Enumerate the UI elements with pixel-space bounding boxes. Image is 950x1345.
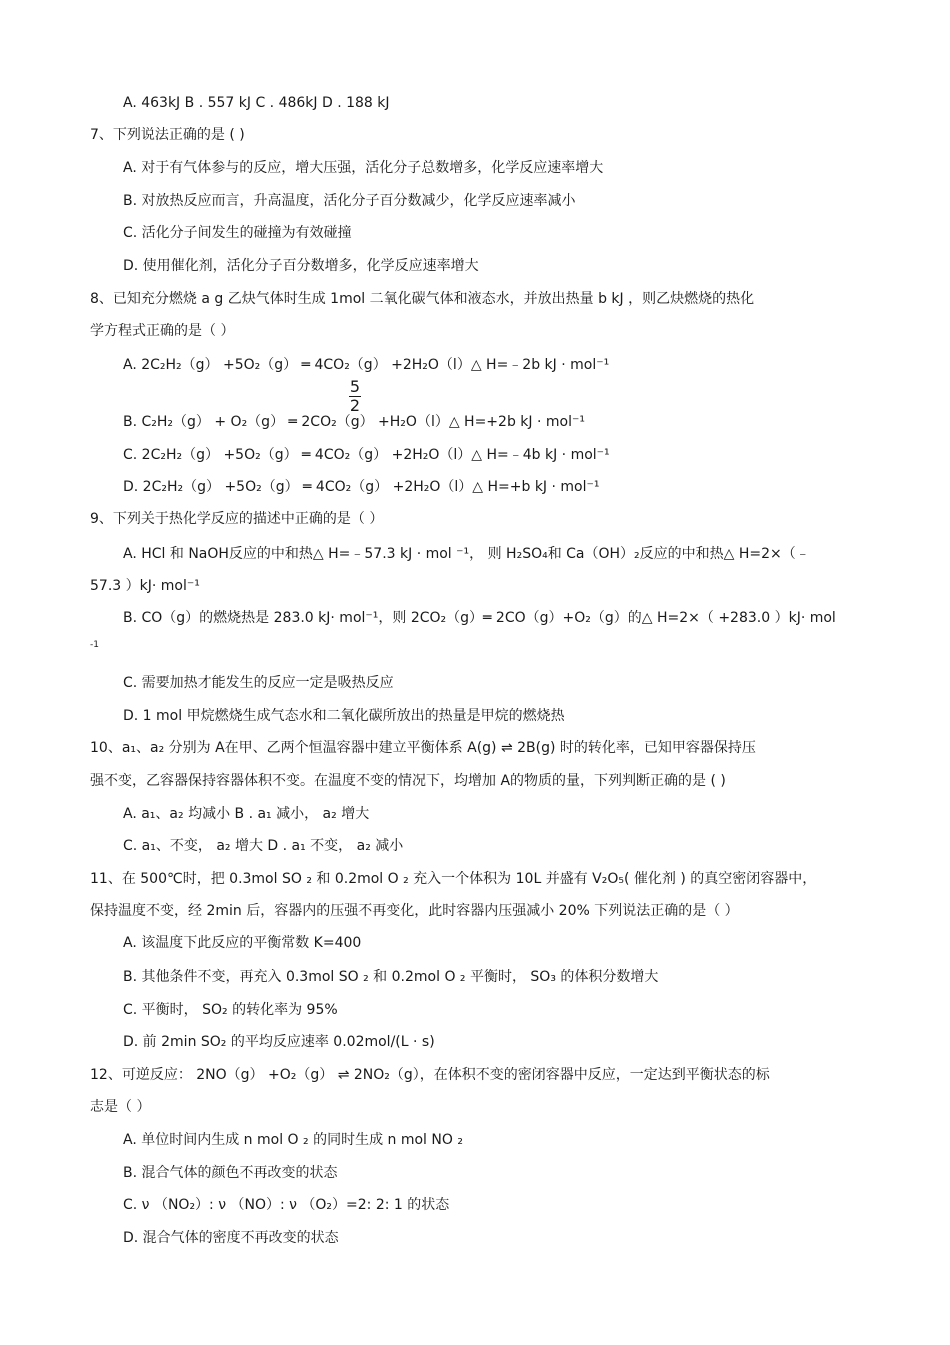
q10-options-cd: C. a₁、不变， a₂ 增大 D . a₁ 不变， a₂ 减小 [123,838,404,854]
q11-stem: 11、在 500℃时，把 0.3mol SO ₂ 和 0.2mol O ₂ 充入一个体积为 10L 并盛有 V₂O₅( 催化剂 ) 的真空密闭容器中， [90,871,817,887]
q11-option-d: D. 前 2min SO₂ 的平均反应速率 0.02mol/(L · s) [123,1034,435,1050]
q9-option-a: A. HCl 和 NaOH反应的中和热△ H=﹣57.3 kJ · mol ⁻¹， 则 H₂SO₄和 Ca（OH）₂反应的中和热△ H=2×（﹣ [123,546,810,562]
q12-option-c: C. ν （NO₂）: ν （NO）: ν （O₂）=2: 2: 1 的状态 [123,1197,450,1213]
q12-option-a: A. 单位时间内生成 n mol O ₂ 的同时生成 n mol NO ₂ [123,1132,463,1148]
fraction-numerator: 5 [349,377,361,396]
q12-stem: 12、可逆反应： 2NO（g） +O₂（g） ⇌ 2NO₂（g），在体积不变的密闭容器中反应，一定达到平衡状态的标 [90,1067,770,1083]
q10-stem-cont: 强不变，乙容器保持容器体积不变。在温度不变的情况下，均增加 A的物质的量，下列判断正确的是 ( ) [90,773,726,789]
q7-stem: 7、下列说法正确的是 ( ) [90,127,245,143]
q8-stem-cont: 学方程式正确的是（ ） [90,323,235,339]
q7-option-c: C. 活化分子间发生的碰撞为有效碰撞 [123,225,352,241]
q9-option-a-cont: 57.3 ）kJ· mol⁻¹ [90,578,200,594]
q8-option-b-text: B. C₂H₂（g） + O₂（g） ═ 2CO₂（g） +H₂O（l）△ H=+2b kJ · mol⁻¹ [123,414,585,430]
q10-stem: 10、a₁、a₂ 分别为 A在甲、乙两个恒温容器中建立平衡体系 A(g) ⇌ 2B(g) 时的转化率，已知甲容器保持压 [90,740,756,756]
q10-options-ab: A. a₁、a₂ 均减小 B . a₁ 减小， a₂ 增大 [123,806,370,822]
fraction-5-2 [349,379,361,414]
q7-option-b: B. 对放热反应而言，升高温度，活化分子百分数减少，化学反应速率减小 [123,193,576,209]
q9-option-d: D. 1 mol 甲烷燃烧生成气态水和二氧化碳所放出的热量是甲烷的燃烧热 [123,708,565,724]
q8-option-d: D. 2C₂H₂（g） +5O₂（g） ═ 4CO₂（g） +2H₂O（l）△ H=+b kJ · mol⁻¹ [123,479,600,495]
q9-option-b: B. CO（g）的燃烧热是 283.0 kJ· mol⁻¹，则 2CO₂（g）═ 2CO（g）+O₂（g）的△ H=2×（ +283.0 ）kJ· mol [123,610,836,626]
q11-option-b: B. 其他条件不变，再充入 0.3mol SO ₂ 和 0.2mol O ₂ 平衡时， SO₃ 的体积分数增大 [123,969,659,985]
q11-option-a: A. 该温度下此反应的平衡常数 K=400 [123,935,362,951]
q11-option-c: C. 平衡时， SO₂ 的转化率为 95% [123,1002,338,1018]
q12-option-b: B. 混合气体的颜色不再改变的状态 [123,1165,338,1181]
q9-option-b-cont: -1 [90,640,99,650]
q6-options-line: A. 463kJ B . 557 kJ C . 486kJ D . 188 kJ [123,95,390,111]
q9-stem: 9、下列关于热化学反应的描述中正确的是（ ） [90,511,384,527]
q7-option-d: D. 使用催化剂，活化分子百分数增多，化学反应速率增大 [123,258,479,274]
q8-option-c: C. 2C₂H₂（g） +5O₂（g） ═ 4CO₂（g） +2H₂O（l）△ H=﹣4b kJ · mol⁻¹ [123,447,610,463]
q12-stem-cont: 志是（ ） [90,1099,151,1115]
q8-stem: 8、已知充分燃烧 a g 乙炔气体时生成 1mol 二氧化碳气体和液态水，并放出热量 b kJ ，则乙炔燃烧的热化 [90,291,755,307]
q11-stem-cont: 保持温度不变，经 2min 后，容器内的压强不再变化，此时容器内压强减小 20% 下列说法正确的是（ ） [90,903,739,919]
q9-option-c: C. 需要加热才能发生的反应一定是吸热反应 [123,675,394,691]
q7-option-a: A. 对于有气体参与的反应，增大压强，活化分子总数增多，化学反应速率增大 [123,160,604,176]
q12-option-d: D. 混合气体的密度不再改变的状态 [123,1230,339,1246]
q8-option-a: A. 2C₂H₂（g） +5O₂（g） ═ 4CO₂（g） +2H₂O（l）△ H=﹣2b kJ · mol⁻¹ [123,357,610,373]
fraction-denominator: 2 [349,396,361,415]
q8-option-b [123,377,585,431]
